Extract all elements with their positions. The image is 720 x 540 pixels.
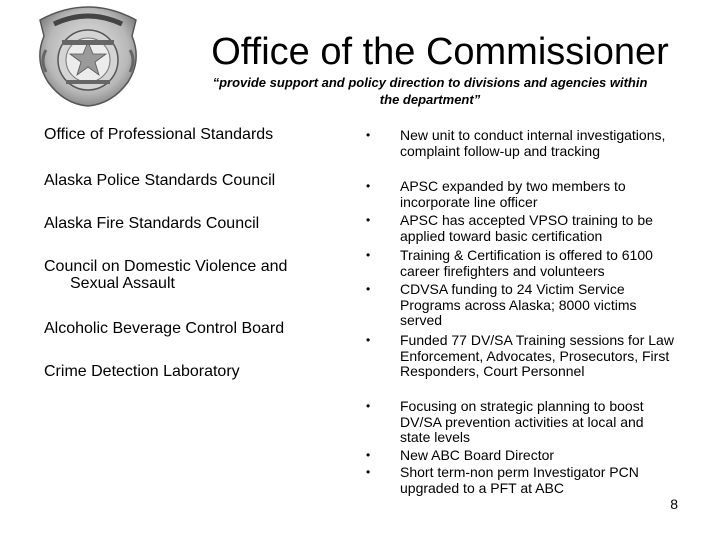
page-title: Office of the Commissioner (211, 31, 669, 73)
list-item (366, 465, 676, 496)
bullet-icon: • (366, 282, 371, 296)
list-item-text: New ABC Board Director (400, 447, 555, 463)
list-item (366, 128, 676, 159)
bullet-icon: • (366, 128, 371, 142)
bullet-icon: • (366, 448, 371, 462)
list-item-text: Funded 77 DV/SA Training sessions for Law Enforcement, Advocates, Prosecutors, First Responders, Court Personnel (400, 332, 674, 379)
list-item-text: New unit to conduct internal investigations, complaint follow-up and tracking (400, 127, 666, 159)
division-item: Alaska Fire Standards Council (44, 215, 260, 232)
list-item-text: Training & Certification is offered to 6100 career firefighters and volunteers (400, 247, 653, 279)
list-item (366, 448, 676, 464)
list-item (366, 248, 676, 279)
division-item (44, 258, 287, 292)
list-item-text: APSC has accepted VPSO training to be applied toward basic certification (400, 212, 653, 244)
division-item: Alcoholic Beverage Control Board (44, 320, 285, 337)
list-item (366, 179, 676, 210)
subtitle-line-2: the department” (379, 92, 481, 107)
subtitle-line-1: “provide support and policy direction to divisions and agencies within (212, 75, 648, 90)
division-item: Alaska Police Standards Council (44, 172, 276, 189)
list-item-text: APSC expanded by two members to incorporate line officer (400, 178, 626, 210)
division-item-line-2: Sexual Assault (70, 275, 175, 292)
list-item-text: CDVSA funding to 24 Victim Service Programs across Alaska; 8000 victims served (400, 281, 637, 328)
division-item: Crime Detection Laboratory (44, 363, 240, 380)
list-item-text: Focusing on strategic planning to boost DV/SA prevention activities at local and state levels (400, 398, 644, 445)
list-item (366, 282, 676, 329)
list-item (366, 333, 676, 380)
page-number: 8 (670, 496, 678, 512)
bullet-icon: • (366, 213, 371, 227)
page-subtitle (180, 74, 680, 108)
list-item-text: Short term-non perm Investigator PCN upgraded to a PFT at ABC (400, 464, 639, 496)
list-item (366, 213, 676, 244)
bullet-icon: • (366, 333, 371, 347)
bullet-icon: • (366, 179, 371, 193)
list-item (366, 399, 676, 446)
bullet-icon: • (366, 248, 371, 262)
division-item: Office of Professional Standards (44, 126, 274, 143)
division-item-line-1: Council on Domestic Violence and (44, 258, 288, 275)
police-badge-icon (32, 0, 144, 108)
bullet-icon: • (366, 465, 371, 479)
bullet-icon: • (366, 399, 371, 413)
